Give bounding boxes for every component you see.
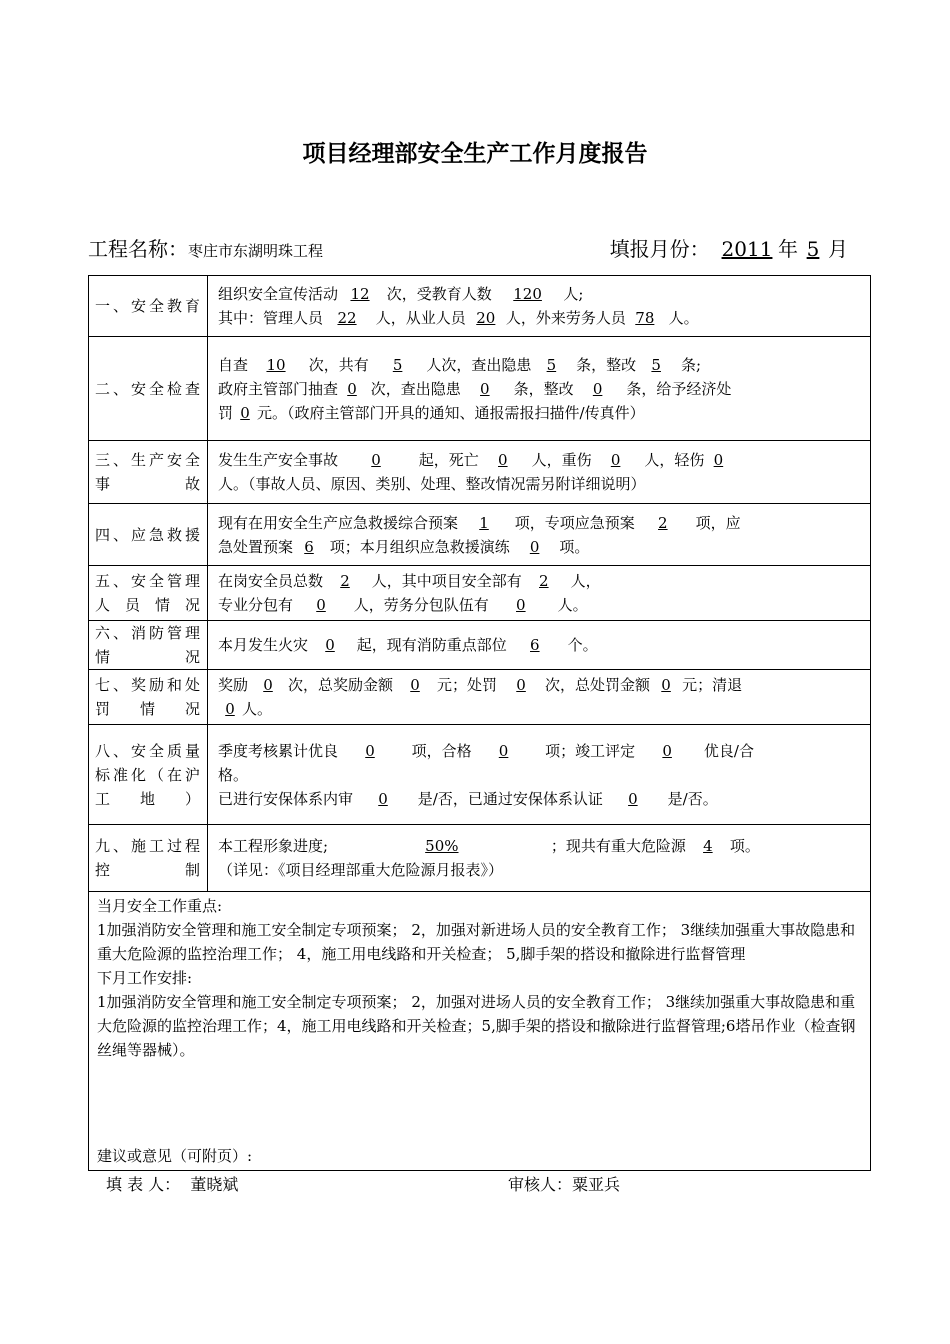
value: 6	[530, 636, 540, 654]
text: 人，劳务分包队伍有	[353, 596, 489, 614]
text: 在岗安全员总数	[218, 572, 324, 590]
row-label: 二、安全检查	[89, 337, 208, 441]
text: 元；清退	[682, 676, 743, 694]
table-row	[89, 441, 871, 504]
text: 季度考核累计优良	[218, 741, 339, 760]
table-row	[89, 337, 871, 441]
value: 0	[661, 676, 671, 694]
year-value: 2011	[721, 237, 773, 261]
next-title: 下月工作安排:	[97, 969, 193, 987]
next-text: 1加强消防安全管理和施工安全制定专项预案； 2，加强对进场人员的安全教育工作； 3继续加强重大事故隐患和重大危险源的监控治理工作；4，施工用电线路和开关检查；5,脚手架的搭设和撤除进行监督管理;6塔吊作业（检查钢丝绳等器械）。	[97, 993, 856, 1059]
text: 元。（政府主管部门开具的通知、通报需报扫描件/传真件）	[257, 403, 645, 422]
text: 人。	[242, 700, 273, 718]
text: 次，受教育人数	[386, 285, 492, 303]
project-label: 工程名称：	[88, 237, 188, 261]
text: 现有在用安全生产应急救援综合预案	[218, 513, 459, 532]
text: （详见：《项目经理部重大危险源月报表》）	[218, 861, 504, 879]
text: 项，合格	[411, 741, 472, 760]
project-name: 枣庄市东湖明珠工程	[188, 242, 324, 260]
text: 奖励	[218, 676, 249, 694]
value: 0	[347, 379, 357, 398]
value: 50%	[425, 837, 459, 855]
text: 急处置预案	[218, 537, 294, 556]
text: 条，整改	[513, 379, 574, 398]
text: 发生生产安全事故	[218, 451, 339, 469]
text: 项。	[559, 537, 590, 556]
row-content	[208, 276, 871, 337]
value: 0	[240, 403, 250, 422]
summary-cell	[89, 892, 871, 1171]
value: 0	[225, 700, 235, 718]
table-row	[89, 892, 871, 1171]
text: 项，应	[695, 513, 741, 532]
text: 元；处罚	[437, 676, 498, 694]
value: 1	[479, 513, 489, 532]
value: 0	[410, 676, 420, 694]
filler-field	[106, 1172, 238, 1195]
table-row	[89, 825, 871, 892]
text: 人，外来劳务人员	[505, 309, 626, 327]
report-table	[88, 275, 871, 1171]
value: 0	[316, 596, 326, 614]
row-label: 一、安全教育	[89, 276, 208, 337]
text: 项，专项应急预案	[514, 513, 635, 532]
table-row	[89, 725, 871, 825]
value: 0	[498, 451, 508, 469]
value: 0	[498, 741, 509, 760]
reviewer-name: 粟亚兵	[572, 1175, 621, 1194]
page-title: 项目经理部安全生产工作月度报告	[302, 141, 648, 167]
text: 人，从业人员	[375, 309, 466, 327]
value: 22	[337, 309, 357, 327]
focus-text: 1加强消防安全管理和施工安全制定专项预案； 2，加强对新进场人员的安全教育工作； 3继续加强重大事故隐患和重大危险源的监控治理工作； 4，施工用电线路和开关检查； 5,脚手架的搭设和撤除进行监督管理	[97, 921, 856, 963]
value: 5	[392, 355, 403, 374]
reviewer-label: 审核人：	[508, 1175, 573, 1194]
value: 0	[516, 596, 526, 614]
value: 0	[610, 451, 621, 469]
period-label: 填报月份：	[609, 237, 710, 261]
summary-block	[97, 894, 862, 1168]
text: 自查	[218, 355, 249, 374]
text: 人，其中项目安全部有	[371, 572, 522, 590]
row-content	[208, 825, 871, 892]
value: 6	[304, 537, 314, 556]
month-value: 5	[806, 237, 820, 261]
table-row	[89, 670, 871, 725]
value: 2	[539, 572, 549, 590]
text: 人次，查出隐患	[426, 355, 532, 374]
text: 次，共有	[308, 355, 369, 374]
text: 个。	[567, 636, 598, 654]
table-row	[89, 621, 871, 670]
row-label: 九、施工过程控制	[89, 825, 208, 892]
table-row	[89, 566, 871, 621]
row-label: 七、奖励和处罚情况	[89, 670, 208, 725]
value: 78	[635, 309, 655, 327]
value: 0	[516, 676, 526, 694]
text: 次，查出隐患	[370, 379, 461, 398]
text: 次，总处罚金额	[545, 676, 651, 694]
text: 条，给予经济处	[626, 379, 732, 398]
value: 12	[350, 285, 370, 303]
value: 20	[476, 309, 496, 327]
table-row	[89, 504, 871, 566]
text: 人。	[557, 596, 588, 614]
value: 120	[513, 285, 542, 303]
value: 2	[658, 513, 668, 532]
row-content	[208, 504, 871, 566]
text: 本工程形象进度;	[218, 837, 329, 855]
text: 已进行安保体系内审	[218, 789, 354, 808]
row-content	[208, 725, 871, 825]
filler-label: 填 表 人：	[106, 1175, 181, 1194]
text: 项。	[729, 837, 760, 855]
text: 人。	[668, 309, 699, 327]
value: 0	[592, 379, 603, 398]
text: 人，	[570, 572, 601, 590]
text: 专业分包有	[218, 596, 294, 614]
value: 4	[703, 837, 713, 855]
row-content	[208, 621, 871, 670]
project-field	[88, 233, 323, 262]
row-content	[208, 337, 871, 441]
row-label: 三、生产安全事故	[89, 441, 208, 504]
value: 0	[371, 451, 381, 469]
value: 5	[546, 355, 557, 374]
row-label: 八、安全质量标准化（在沪工地）	[89, 725, 208, 825]
text: 起，现有消防重点部位	[356, 636, 507, 654]
period-field	[610, 233, 848, 262]
text: 本月发生火灾	[218, 636, 309, 654]
year-suffix: 年	[778, 237, 798, 261]
text: ；现共有重大危险源	[550, 837, 686, 855]
value: 0	[662, 741, 672, 760]
focus-title: 当月安全工作重点:	[97, 897, 223, 915]
value: 0	[325, 636, 335, 654]
text: 条;	[680, 355, 702, 374]
text: 人;	[563, 285, 584, 303]
text: 是/否，已通过安保体系认证	[417, 789, 603, 808]
text: 政府主管部门抽查	[218, 379, 339, 398]
text: 罚	[218, 403, 234, 422]
header-line	[88, 234, 870, 266]
text: 优良/合	[703, 741, 754, 760]
text: 格。	[218, 765, 249, 784]
text: 人，轻伤	[644, 451, 705, 469]
value: 0	[263, 676, 273, 694]
text: 起，死亡	[418, 451, 479, 469]
month-suffix: 月	[828, 237, 848, 261]
text: 项；竣工评定	[545, 741, 636, 760]
text: 其中：管理人员	[218, 309, 324, 327]
value: 0	[628, 789, 638, 808]
table-row	[89, 276, 871, 337]
row-content	[208, 566, 871, 621]
value: 2	[340, 572, 350, 590]
advice-label: 建议或意见（可附页）:	[97, 1147, 253, 1165]
value: 10	[266, 355, 286, 374]
text: 条，整改	[576, 355, 637, 374]
row-label: 四、应急救援	[89, 504, 208, 566]
text: 次，总奖励金额	[288, 676, 394, 694]
text: 人，重伤	[531, 451, 592, 469]
value: 5	[651, 355, 661, 374]
text: 项；本月组织应急救援演练	[329, 537, 510, 556]
value: 0	[480, 379, 490, 398]
value: 0	[713, 451, 724, 469]
value: 0	[365, 741, 375, 760]
row-label: 六、消防管理情况	[89, 621, 208, 670]
reviewer-field	[508, 1172, 620, 1195]
text: 人。（事故人员、原因、类别、处理、整改情况需另附详细说明）	[218, 475, 646, 493]
text: 是/否。	[667, 789, 718, 808]
row-content	[208, 441, 871, 504]
row-content	[208, 670, 871, 725]
row-label: 五、安全管理人员情况	[89, 566, 208, 621]
value: 0	[529, 537, 540, 556]
filler-name: 董晓斌	[190, 1175, 239, 1194]
text: 组织安全宣传活动	[218, 285, 339, 303]
value: 0	[378, 789, 388, 808]
